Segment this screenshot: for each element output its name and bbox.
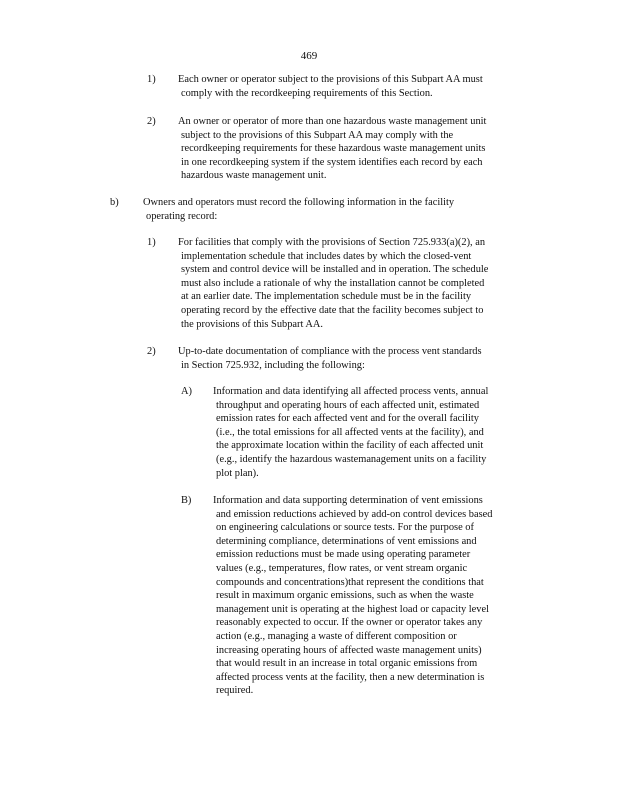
text-line: comply with the recordkeeping requirements of this Section.	[181, 87, 433, 99]
text-line: determining compliance, determinations of vent emissions and	[216, 535, 477, 547]
text-line: in one recordkeeping system if the system identifies each record by each	[181, 156, 483, 168]
text-line: reasonably expected to occur. If the owner or operator takes any	[216, 617, 483, 629]
item-label: 1)	[147, 74, 156, 85]
item-label: 2)	[147, 116, 156, 127]
item-label: 1)	[147, 237, 156, 248]
text-line: For facilities that comply with the provisions of Section 725.933(a)(2), an	[178, 237, 486, 248]
text-line: and emission reductions achieved by add-on control devices based	[216, 508, 493, 520]
text-line: on engineering calculations or source tests. For the purpose of	[216, 522, 474, 534]
item-label: 2)	[147, 346, 156, 357]
text-line: Information and data identifying all affected process vents, annual	[213, 386, 489, 397]
text-line: must also include a rationale of why the installation cannot be completed	[181, 277, 485, 289]
text-line: Each owner or operator subject to the provisions of this Subpart AA must	[178, 74, 483, 85]
text-line: operating record by the effective date that the facility becomes subject to	[181, 304, 484, 316]
text-line: Information and data supporting determination of vent emissions	[213, 495, 483, 506]
text-line: (i.e., the total emissions for all affected vents at the facility), and	[216, 426, 484, 438]
text-line: emission reductions must be made using operating parameter	[216, 549, 471, 561]
text-line: values (e.g., temperatures, flow rates, or vent stream organic	[216, 562, 468, 574]
text-line: at an earlier date. The implementation schedule must be in the facility	[181, 291, 472, 303]
text-line: An owner or operator of more than one hazardous waste management unit	[178, 116, 487, 127]
text-line: compounds and concentrations)that represent the conditions that	[216, 576, 484, 588]
paragraph-b1	[178, 236, 534, 331]
item-label: B)	[181, 495, 192, 506]
text-line: the approximate location within the facility of each affected unit	[216, 440, 484, 452]
text-line: management unit is operating at the highest load or capacity level	[216, 603, 489, 615]
text-line: hazardous waste management unit.	[181, 170, 327, 182]
text-line: implementation schedule that includes dates by which the closed-vent	[181, 250, 472, 262]
text-line: Owners and operators must record the following information in the facility	[143, 197, 455, 208]
item-label: b)	[110, 197, 119, 208]
text-line: subject to the provisions of this Subpart AA may comply with the	[181, 129, 454, 141]
text-line: Up-to-date documentation of compliance with the process vent standards	[178, 346, 482, 357]
text-line: increasing operating hours of affected waste management units)	[216, 644, 482, 656]
paragraph-a1	[178, 73, 534, 100]
paragraph-b2a	[213, 385, 531, 480]
paragraph-b2b	[213, 494, 531, 698]
paragraph-b	[143, 196, 503, 223]
text-line: the provisions of this Subpart AA.	[181, 318, 324, 330]
text-line: affected process vents at the facility, then a new determination is	[216, 671, 485, 683]
text-line: action (e.g., managing a waste of different composition or	[216, 630, 457, 642]
item-label: A)	[181, 386, 192, 397]
text-line: (e.g., identify the hazardous wastemanagement units on a facility	[216, 453, 487, 465]
text-line: that would result in an increase in total organic emissions from	[216, 658, 478, 670]
text-line: emission rates for each affected vent and for the overall facility	[216, 413, 479, 425]
paragraph-b2	[178, 345, 528, 372]
text-line: result in maximum organic emissions, such as when the waste	[216, 590, 474, 602]
page-number: 469	[300, 50, 318, 62]
text-line: in Section 725.932, including the following:	[181, 359, 365, 371]
text-line: plot plan).	[216, 467, 259, 479]
text-line: required.	[216, 685, 254, 697]
text-line: operating record:	[146, 210, 218, 222]
text-line: throughput and operating hours of each affected unit, estimated	[216, 399, 480, 411]
text-line: system and control device will be installed and in operation. The schedule	[181, 264, 489, 276]
text-line: recordkeeping requirements for these hazardous waste management units	[181, 143, 486, 155]
paragraph-a2	[178, 115, 534, 183]
